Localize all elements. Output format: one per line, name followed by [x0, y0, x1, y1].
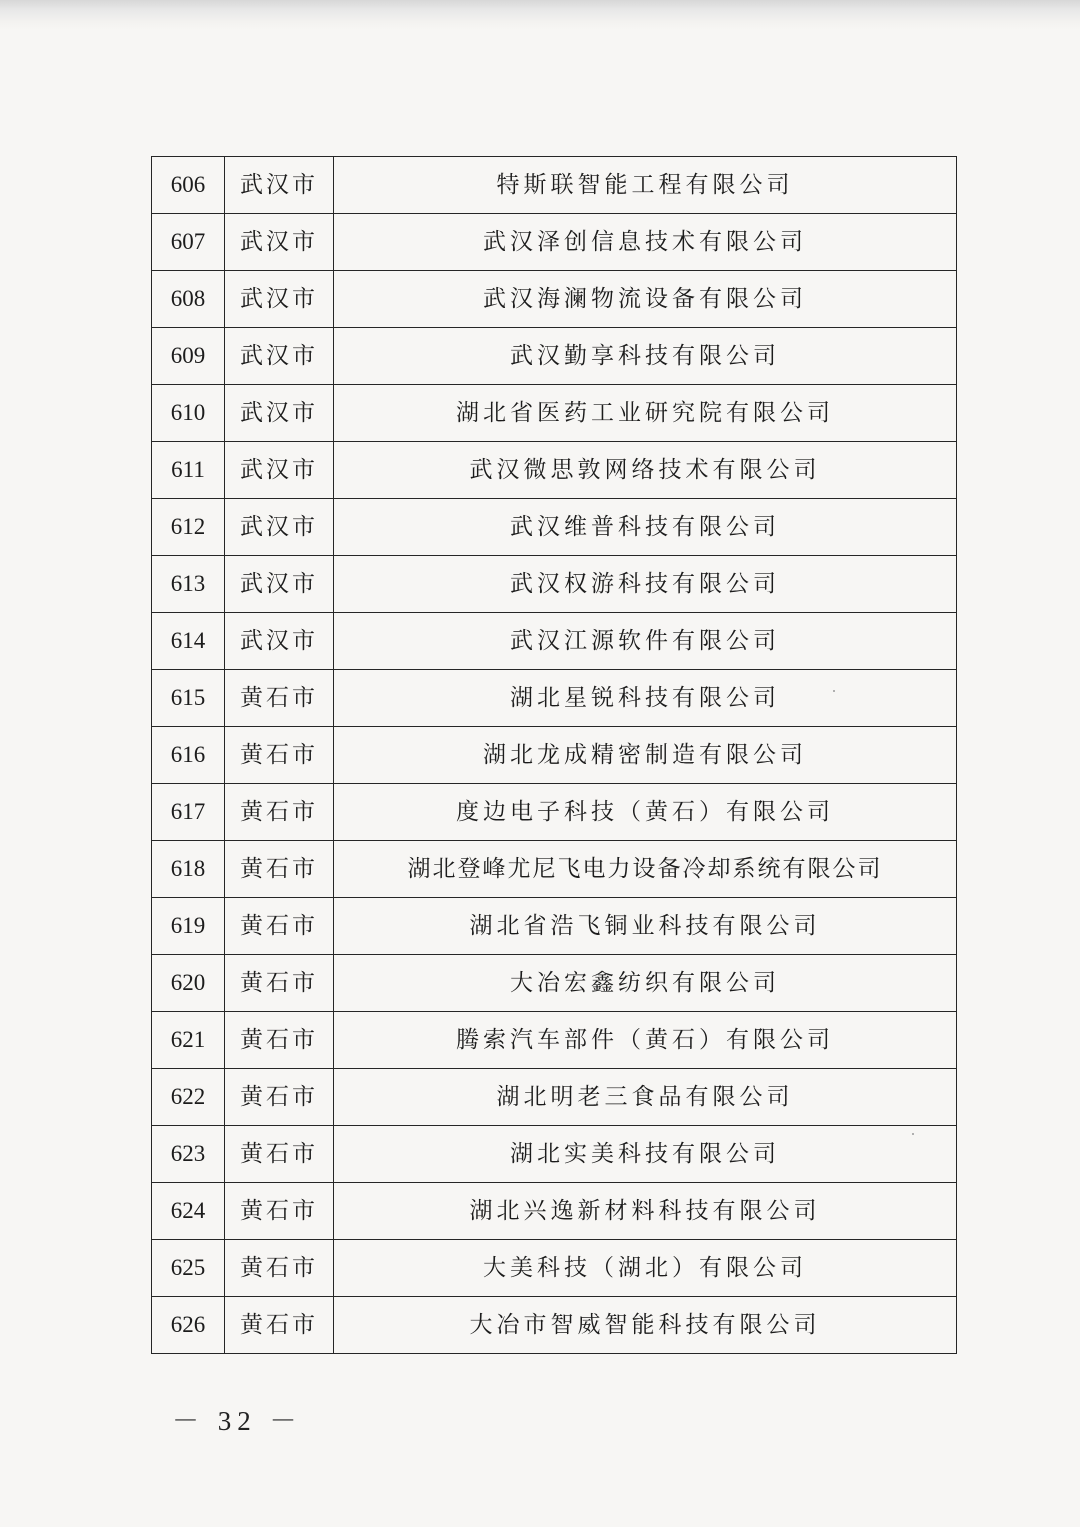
scan-speck — [912, 1133, 914, 1135]
city-cell: 武汉市 — [225, 385, 334, 442]
row-number: 626 — [152, 1297, 225, 1354]
company-name-cell: 湖北省医药工业研究院有限公司 — [334, 385, 957, 442]
row-number: 621 — [152, 1012, 225, 1069]
company-name-cell: 特斯联智能工程有限公司 — [334, 157, 957, 214]
table-row — [152, 499, 957, 556]
row-number: 612 — [152, 499, 225, 556]
table-row — [152, 157, 957, 214]
city-cell: 黄石市 — [225, 670, 334, 727]
table-row — [152, 1240, 957, 1297]
row-number: 625 — [152, 1240, 225, 1297]
company-name-cell: 大冶市智威智能科技有限公司 — [334, 1297, 957, 1354]
company-name-cell: 武汉勤享科技有限公司 — [334, 328, 957, 385]
row-number: 611 — [152, 442, 225, 499]
company-name-cell: 湖北兴逸新材料科技有限公司 — [334, 1183, 957, 1240]
company-name-cell: 湖北明老三食品有限公司 — [334, 1069, 957, 1126]
company-name-cell: 武汉维普科技有限公司 — [334, 499, 957, 556]
row-number: 619 — [152, 898, 225, 955]
city-cell: 武汉市 — [225, 328, 334, 385]
company-name-cell: 湖北登峰尤尼飞电力设备冷却系统有限公司 — [334, 841, 957, 898]
company-name-cell: 武汉江源软件有限公司 — [334, 613, 957, 670]
row-number: 607 — [152, 214, 225, 271]
city-cell: 黄石市 — [225, 1069, 334, 1126]
company-name-cell: 湖北省浩飞铜业科技有限公司 — [334, 898, 957, 955]
row-number: 620 — [152, 955, 225, 1012]
scan-edge — [0, 0, 1080, 30]
table-row — [152, 841, 957, 898]
company-name-cell: 大美科技（湖北）有限公司 — [334, 1240, 957, 1297]
row-number: 616 — [152, 727, 225, 784]
row-number: 613 — [152, 556, 225, 613]
company-name-cell: 武汉微思敦网络技术有限公司 — [334, 442, 957, 499]
city-cell: 黄石市 — [225, 1297, 334, 1354]
row-number: 622 — [152, 1069, 225, 1126]
row-number: 610 — [152, 385, 225, 442]
city-cell: 武汉市 — [225, 271, 334, 328]
row-number: 615 — [152, 670, 225, 727]
table-row — [152, 385, 957, 442]
city-cell: 武汉市 — [225, 214, 334, 271]
company-name-cell: 湖北星锐科技有限公司 — [334, 670, 957, 727]
table-row — [152, 613, 957, 670]
city-cell: 武汉市 — [225, 442, 334, 499]
company-name-cell: 武汉泽创信息技术有限公司 — [334, 214, 957, 271]
table-row — [152, 1069, 957, 1126]
city-cell: 黄石市 — [225, 784, 334, 841]
table-row — [152, 784, 957, 841]
table-row — [152, 1297, 957, 1354]
city-cell: 黄石市 — [225, 955, 334, 1012]
row-number: 608 — [152, 271, 225, 328]
city-cell: 黄石市 — [225, 1183, 334, 1240]
company-name-cell: 大冶宏鑫纺织有限公司 — [334, 955, 957, 1012]
table-row — [152, 727, 957, 784]
company-list-table — [151, 156, 957, 1354]
scan-speck — [833, 690, 835, 692]
table-row — [152, 1126, 957, 1183]
city-cell: 黄石市 — [225, 727, 334, 784]
row-number: 623 — [152, 1126, 225, 1183]
city-cell: 黄石市 — [225, 1012, 334, 1069]
city-cell: 武汉市 — [225, 157, 334, 214]
city-cell: 武汉市 — [225, 613, 334, 670]
row-number: 609 — [152, 328, 225, 385]
table-row — [152, 271, 957, 328]
company-name-cell: 武汉海澜物流设备有限公司 — [334, 271, 957, 328]
row-number: 624 — [152, 1183, 225, 1240]
company-name-cell: 度边电子科技（黄石）有限公司 — [334, 784, 957, 841]
table-row — [152, 1012, 957, 1069]
company-name-cell: 腾索汽车部件（黄石）有限公司 — [334, 1012, 957, 1069]
row-number: 614 — [152, 613, 225, 670]
table-row — [152, 328, 957, 385]
table-row — [152, 556, 957, 613]
row-number: 606 — [152, 157, 225, 214]
city-cell: 黄石市 — [225, 841, 334, 898]
table-row — [152, 955, 957, 1012]
table-row — [152, 214, 957, 271]
city-cell: 黄石市 — [225, 1240, 334, 1297]
city-cell: 武汉市 — [225, 556, 334, 613]
city-cell: 黄石市 — [225, 898, 334, 955]
table-row — [152, 1183, 957, 1240]
page-number: － 32 － — [172, 1406, 303, 1436]
table-row — [152, 670, 957, 727]
company-name-cell: 武汉权游科技有限公司 — [334, 556, 957, 613]
city-cell: 武汉市 — [225, 499, 334, 556]
table-row — [152, 898, 957, 955]
row-number: 618 — [152, 841, 225, 898]
company-name-cell: 湖北龙成精密制造有限公司 — [334, 727, 957, 784]
table-row — [152, 442, 957, 499]
row-number: 617 — [152, 784, 225, 841]
company-name-cell: 湖北实美科技有限公司 — [334, 1126, 957, 1183]
city-cell: 黄石市 — [225, 1126, 334, 1183]
